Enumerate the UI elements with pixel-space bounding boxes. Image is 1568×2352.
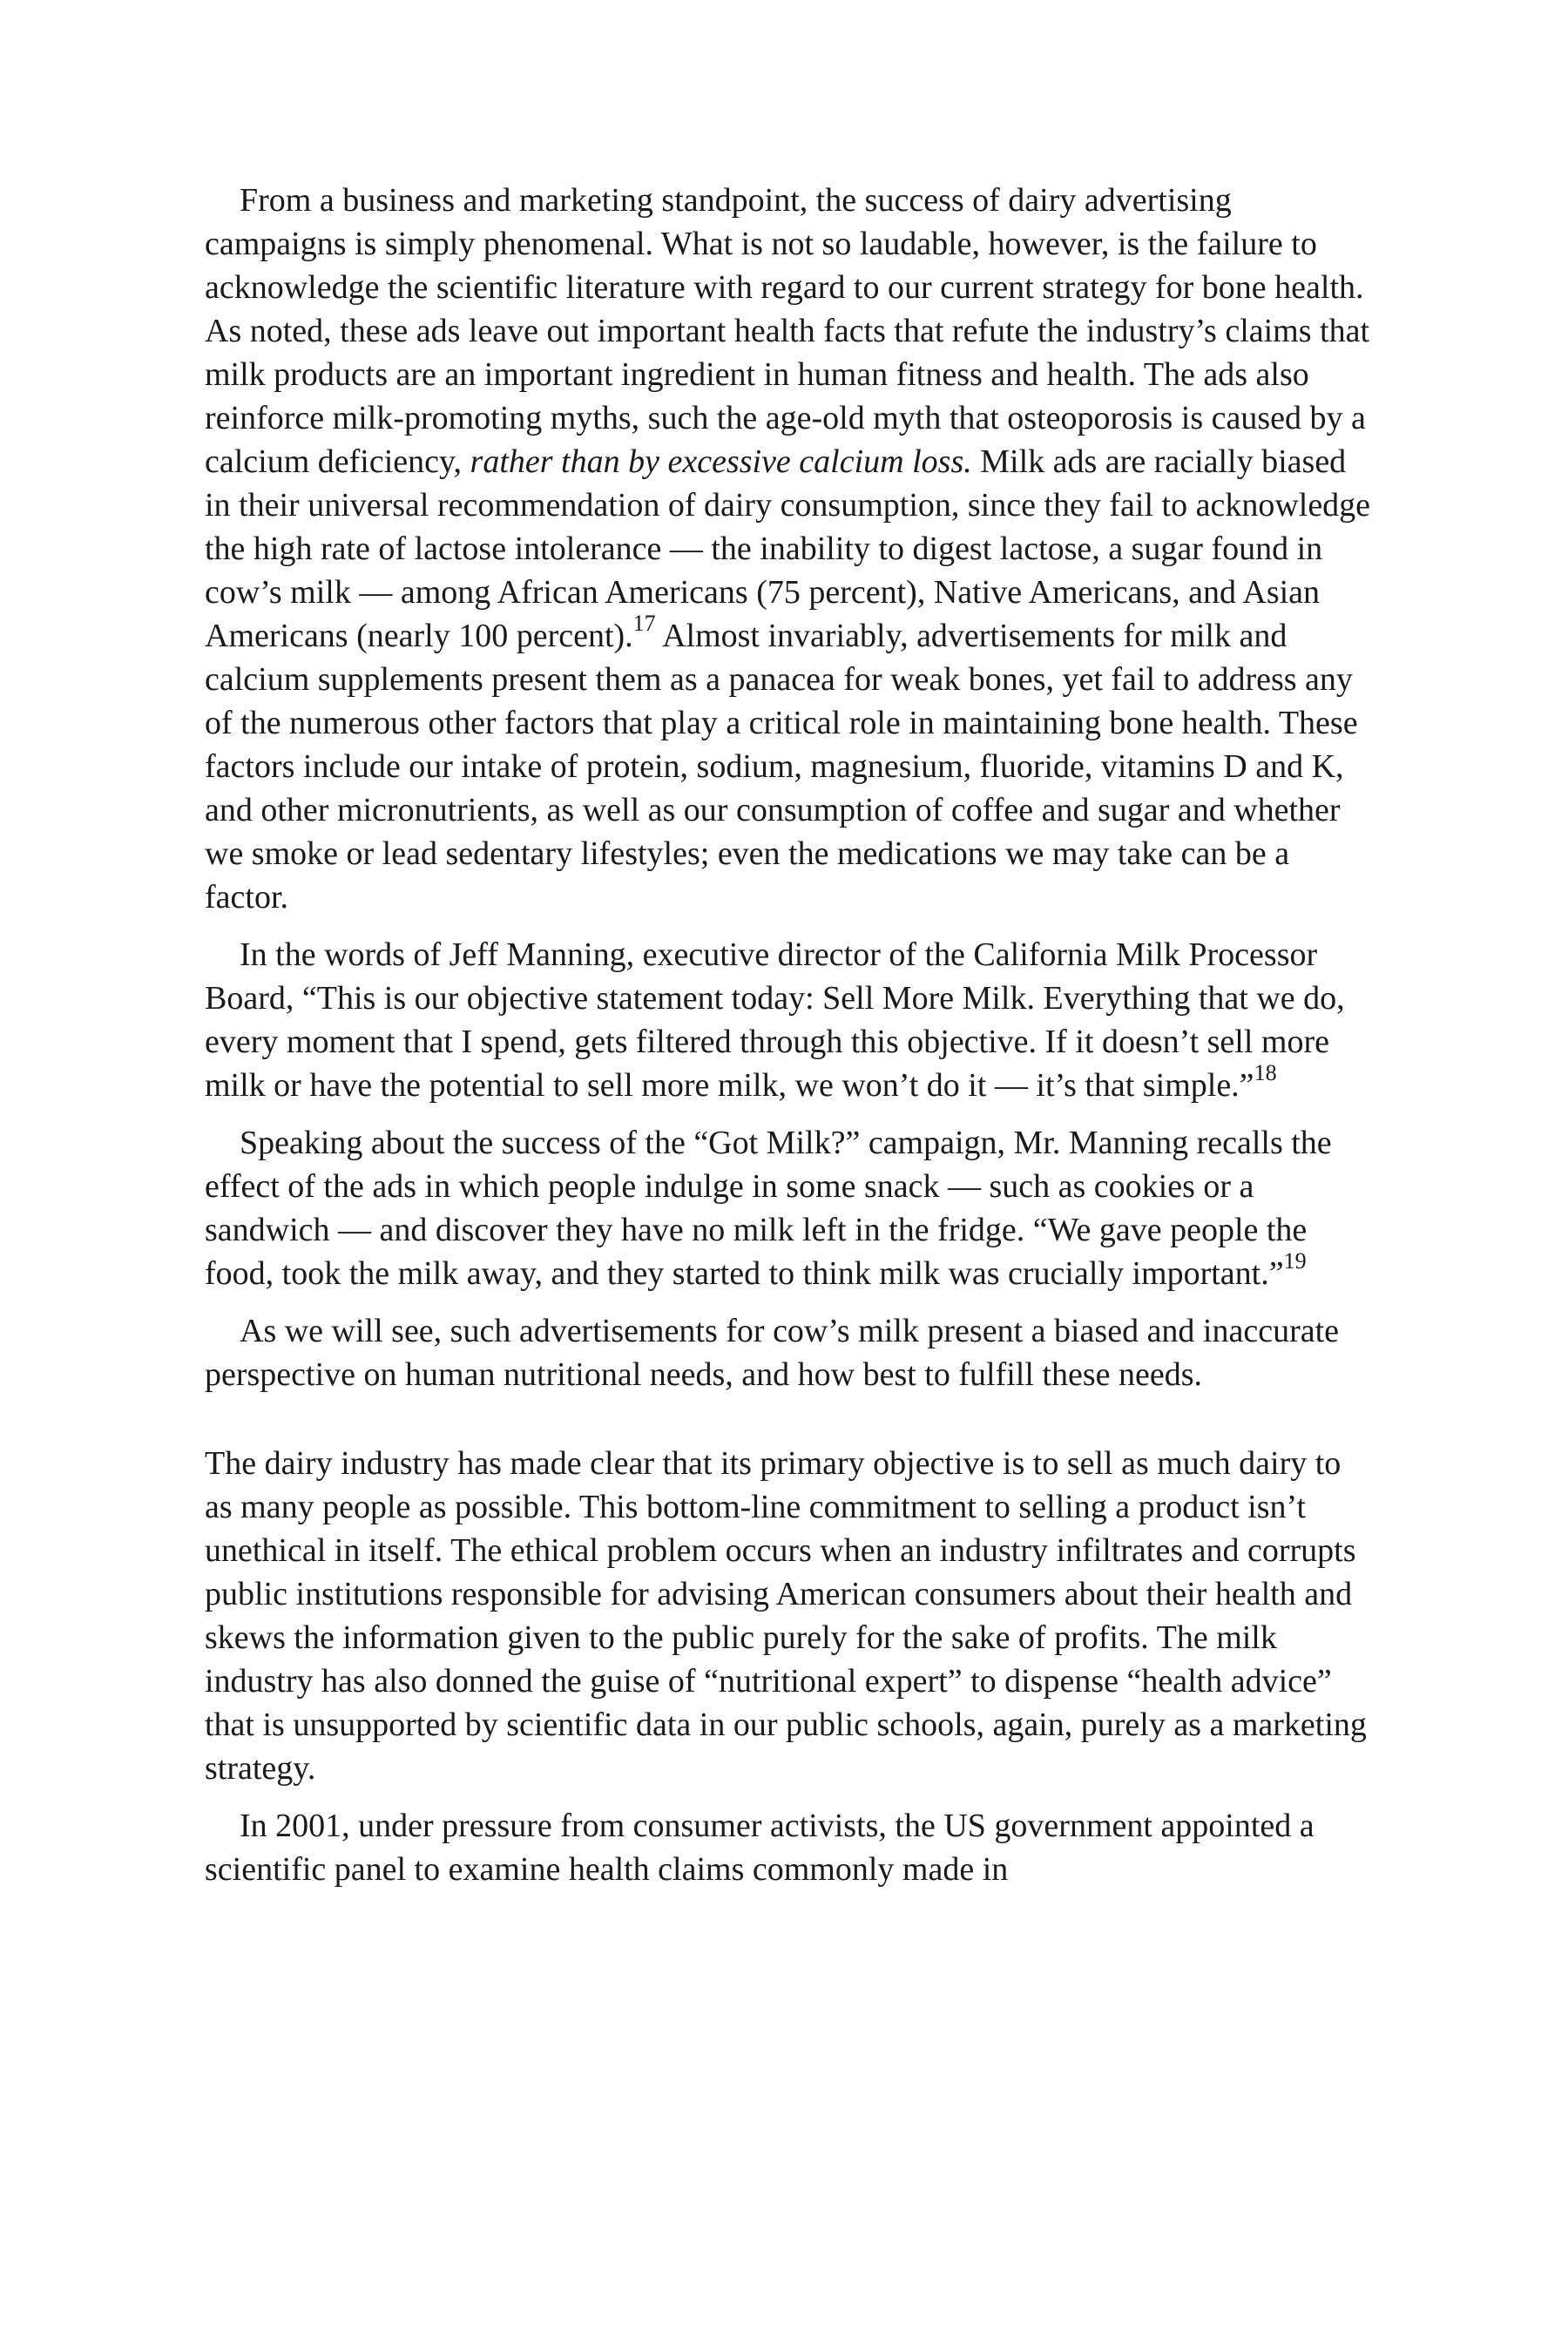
paragraph-dairy-advertising [205, 179, 1372, 919]
paragraph-got-milk [205, 1121, 1372, 1295]
paragraph-bottom-line [205, 1442, 1372, 1790]
paragraph-text: As we will see, such advertisements for cow’s milk present a biased and inaccurate perspective on human nutritional needs, and how best to fulfill these needs. [205, 1313, 1340, 1393]
paragraph-biased-perspective [205, 1309, 1372, 1396]
footnote-ref-17[interactable]: 17 [632, 611, 656, 637]
paragraph-text: From a business and marketing standpoint, the success of dairy advertising campaigns is simply phenomenal. What is not so laudable, however, is the failure to acknowledge the scientific literature with regard to our current strategy for bone health. As noted, these ads leave out important health facts that refute the industry’s claims that milk products are an important ingredient in human fitness and health. The ads also reinforce milk-promoting myths, such the age-old myth that osteoporosis is caused by a calcium deficiency, [205, 182, 1370, 480]
paragraph-text: Speaking about the success of the “Got Milk?” campaign, Mr. Manning recalls the effect of the ads in which people indulge in some snack — such as cookies or a sandwich — and discover they have no milk left in the fridge. “We gave people the food, took the milk away, and they started to think milk was crucially important.” [205, 1125, 1332, 1292]
paragraph-text: In the words of Jeff Manning, executive director of the California Milk Processor Board, “This is our objective statement today: Sell More Milk. Everything that we do, every moment that I spend, gets filtered through this objective. If it doesn’t sell more milk or have the potential to sell more milk, we won’t do it — it’s that simple.” [205, 936, 1345, 1104]
document-page [205, 179, 1372, 1905]
paragraph-text: Almost invariably, advertisements for milk and calcium supplements present them as a panacea for weak bones, yet fail to address any of the numerous other factors that play a critical role in maintaining bone health. These factors include our intake of protein, sodium, magnesium, fluoride, vitamins D and K, and other micronutrients, as well as our consumption of coffee and sugar and whether we smoke or lead sedentary lifestyles; even the medications we may take can be a factor. [205, 618, 1358, 916]
paragraph-text: Milk ads are racially biased in their universal recommendation of dairy consumption, since they fail to acknowledge the high rate of lactose intolerance — the inability to digest lactose, a sugar found in cow’s milk — among African Americans (75 percent), Native Americans, and Asian Americans (nearly 100 percent). [205, 443, 1371, 654]
footnote-ref-18[interactable]: 18 [1254, 1060, 1277, 1086]
paragraph-2001-panel [205, 1804, 1372, 1891]
paragraph-manning-quote [205, 933, 1372, 1107]
emphasis-text: rather than by excessive calcium loss. [470, 443, 972, 480]
paragraph-text: The dairy industry has made clear that its primary objective is to sell as much dairy to as many people as possible. This bottom-line commitment to selling a product isn’t unethical in itself. The ethical problem occurs when an industry infiltrates and corrupts public institutions responsible for advising American consumers about their health and skews the information given to the public purely for the sake of profits. The milk industry has also donned the guise of “nutritional expert” to dispense “health advice” that is unsupported by scientific data in our public schools, again, purely as a marketing strategy. [205, 1445, 1367, 1787]
paragraph-text: In 2001, under pressure from consumer activists, the US government appointed a scientific panel to examine health claims commonly made in [205, 1808, 1315, 1888]
footnote-ref-19[interactable]: 19 [1283, 1248, 1307, 1274]
